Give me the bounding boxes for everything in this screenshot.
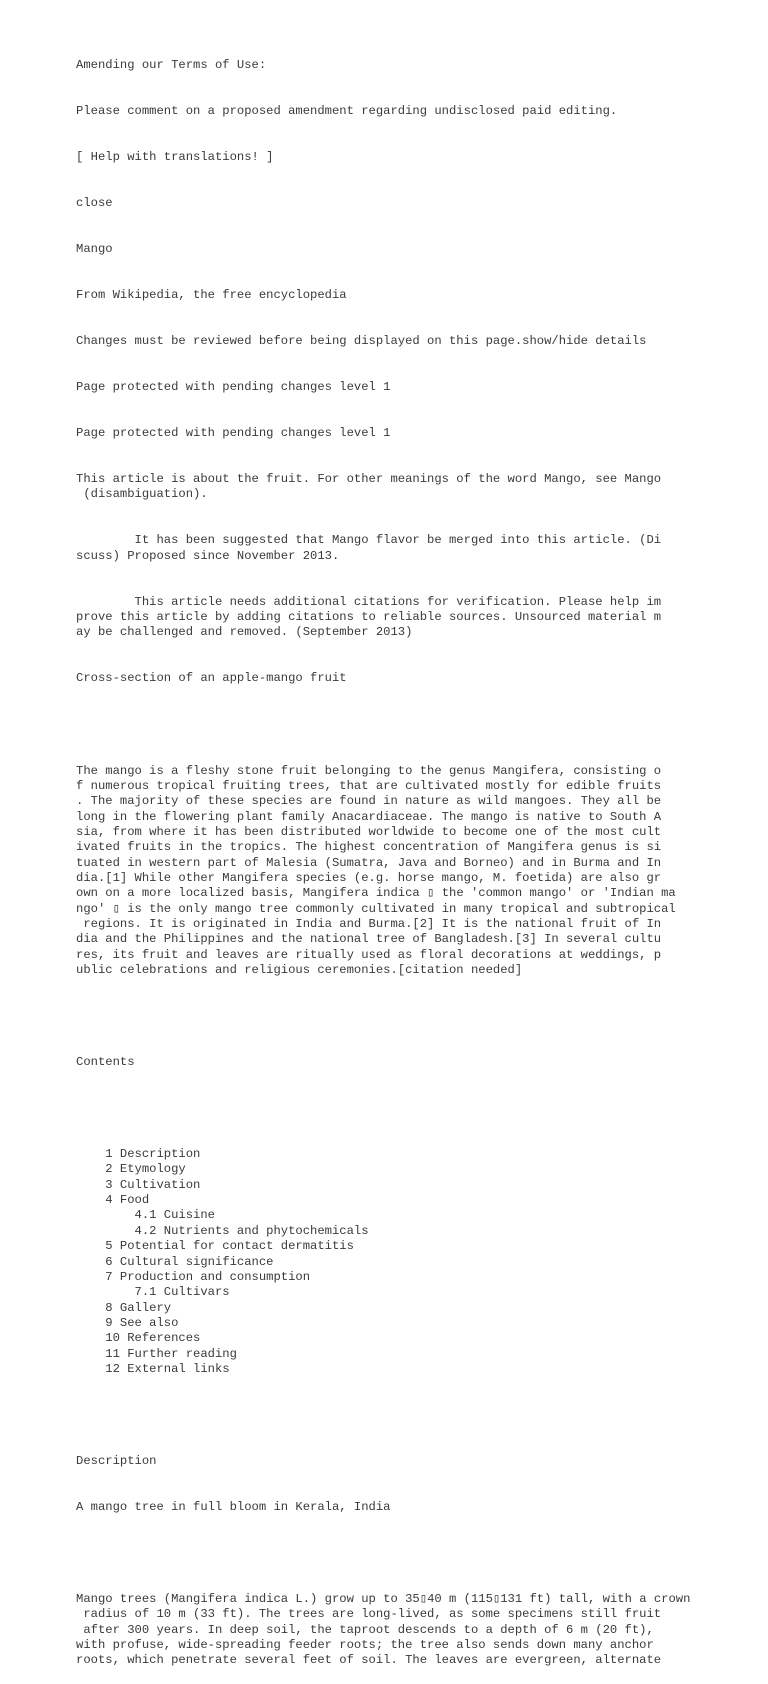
toc-item[interactable]: 4.1 Cuisine (76, 1208, 215, 1223)
spacer (76, 1009, 756, 1024)
document-page (76, 27, 756, 1684)
banner-title: Amending our Terms of Use: (76, 57, 267, 72)
text-line: tuated in western part of Malesia (Sumatra, Java and Borneo) and in Burma and In (76, 855, 662, 870)
toc-item[interactable]: 8 Gallery (76, 1300, 172, 1315)
close-link[interactable]: close (76, 195, 113, 210)
toc-item[interactable]: 9 See also (76, 1315, 179, 1330)
text-line: after 300 years. In deep soil, the taproot descends to a depth of 6 m (20 ft), (76, 1622, 654, 1637)
text-line: This article needs additional citations for verification. Please help im (76, 594, 662, 609)
toc-item[interactable]: 1 Description (76, 1147, 201, 1162)
toc-item[interactable]: 3 Cultivation (76, 1177, 201, 1192)
text-line: long in the flowering plant family Anacardiaceae. The mango is native to South A (76, 809, 662, 824)
hatnote (76, 472, 756, 503)
text-line: It has been suggested that Mango flavor be merged into this article. (Di (76, 533, 662, 548)
toc-item[interactable]: 12 External links (76, 1361, 230, 1376)
spacer (76, 1408, 756, 1423)
text-line: roots, which penetrate several feet of soil. The leaves are evergreen, alternate (76, 1653, 662, 1668)
spacer (76, 1101, 756, 1116)
protection-notice: Page protected with pending changes level 1 (76, 425, 391, 440)
toc-heading: Contents (76, 1055, 135, 1070)
text-line: ay be challenged and removed. (September 2013) (76, 625, 413, 640)
spacer (76, 1546, 756, 1561)
image-caption: Cross-section of an apple-mango fruit (76, 671, 347, 686)
toc-item[interactable]: 10 References (76, 1331, 201, 1346)
toc-item[interactable]: 7 Production and consumption (76, 1269, 311, 1284)
text-line: ublic celebrations and religious ceremonies.[citation needed] (76, 962, 523, 977)
protection-notice: Page protected with pending changes level 1 (76, 379, 391, 394)
text-line: dia and the Philippines and the national tree of Bangladesh.[3] In several cultu (76, 932, 662, 947)
toc-list (76, 1147, 756, 1377)
toc-item[interactable]: 11 Further reading (76, 1346, 237, 1361)
help-translations-link[interactable]: [ Help with translations! ] (76, 149, 274, 164)
toc-item[interactable]: 2 Etymology (76, 1162, 186, 1177)
spacer (76, 717, 756, 732)
text-line: Mango trees (Mangifera indica L.) grow up to 35▯40 m (115▯131 ft) tall, with a crown (76, 1592, 691, 1607)
toc-item[interactable]: 7.1 Cultivars (76, 1285, 230, 1300)
toc-item[interactable]: 4 Food (76, 1193, 150, 1208)
section-heading-description: Description (76, 1453, 157, 1468)
intro-paragraph (76, 764, 756, 979)
text-line: (disambiguation). (76, 487, 208, 502)
text-line: ngo' ▯ is the only mango tree commonly cultivated in many tropical and subtropical (76, 901, 676, 916)
text-line: ivated fruits in the tropics. The highest concentration of Mangifera genus is si (76, 840, 662, 855)
text-line: . The majority of these species are found in nature as wild mangoes. They all be (76, 794, 662, 809)
merge-notice (76, 533, 756, 564)
toc-item[interactable]: 6 Cultural significance (76, 1254, 274, 1269)
text-line: f numerous tropical fruiting trees, that are cultivated mostly for edible fruits (76, 778, 662, 793)
text-line: own on a more localized basis, Mangifera indica ▯ the 'common mango' or 'Indian ma (76, 886, 676, 901)
text-line: regions. It is originated in India and Burma.[2] It is the national fruit of In (76, 916, 662, 931)
text-line: radius of 10 m (33 ft). The trees are long-lived, as some specimens still fruit (76, 1607, 662, 1622)
text-line: The mango is a fleshy stone fruit belonging to the genus Mangifera, consisting o (76, 763, 662, 778)
figure-caption: A mango tree in full bloom in Kerala, India (76, 1500, 391, 1514)
text-line: This article is about the fruit. For other meanings of the word Mango, see Mango (76, 471, 662, 486)
toc-item[interactable]: 4.2 Nutrients and phytochemicals (76, 1223, 369, 1238)
article-title: Mango (76, 241, 113, 256)
description-paragraph (76, 1592, 756, 1669)
text-line: prove this article by adding citations to reliable sources. Unsourced material m (76, 610, 662, 625)
article-subtitle: From Wikipedia, the free encyclopedia (76, 287, 347, 302)
toc-item[interactable]: 5 Potential for contact dermatitis (76, 1239, 354, 1254)
text-line: scuss) Proposed since November 2013. (76, 548, 340, 563)
text-line: sia, from where it has been distributed worldwide to become one of the most cult (76, 824, 662, 839)
text-line: res, its fruit and leaves are ritually used as floral decorations at weddings, p (76, 947, 662, 962)
citation-notice (76, 595, 756, 641)
banner-message-link[interactable]: Please comment on a proposed amendment regarding undisclosed paid editing. (76, 103, 618, 118)
pending-changes-notice[interactable]: Changes must be reviewed before being displayed on this page.show/hide details (76, 333, 647, 348)
text-line: with profuse, wide-spreading feeder roots; the tree also sends down many anchor (76, 1638, 654, 1653)
text-line: dia.[1] While other Mangifera species (e.g. horse mango, M. foetida) are also gr (76, 870, 662, 885)
